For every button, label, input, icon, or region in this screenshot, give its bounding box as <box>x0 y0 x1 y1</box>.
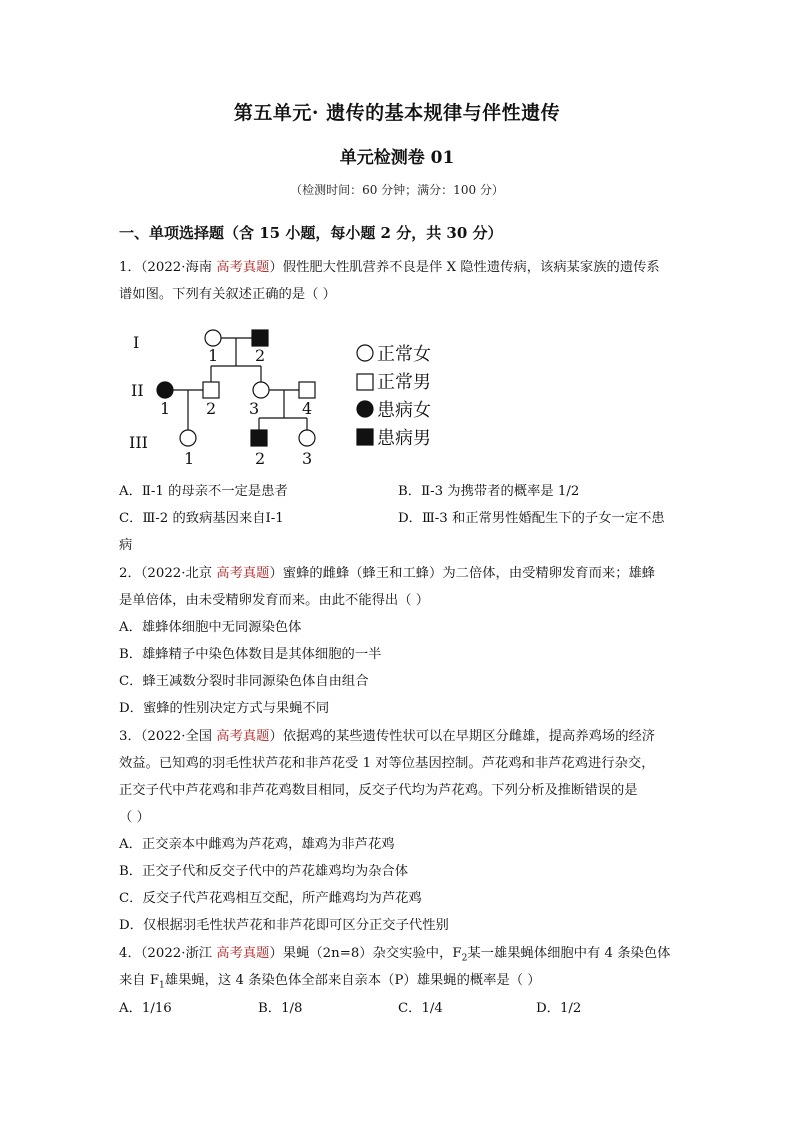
page-subtitle: 单元检测卷 01 <box>339 148 455 168</box>
pedigree-III3-normal-female <box>299 430 315 446</box>
legend-normal-male-symbol <box>357 374 373 390</box>
legend-normal-female-symbol <box>357 345 373 361</box>
legend-normal-female-label: 正常女 <box>377 344 431 365</box>
q4-source-tag: 高考真题 <box>216 946 270 961</box>
q3-line3: 正交子代中芦花鸡和非芦花鸡数目相同，反交子代均为芦花鸡。下列分析及推断错误的是 <box>119 783 638 798</box>
q3-line1 <box>119 727 655 747</box>
page-title: 第五单元· 遗传的基本规律与伴性遗传 <box>233 102 561 124</box>
q1-option-b: B．Ⅱ-3 为携带者的概率是 1/2 <box>398 484 580 499</box>
legend-affected-male-symbol <box>357 429 373 445</box>
legend-affected-male-label: 患病男 <box>377 428 431 449</box>
q3-number: 3．（2022·全国 <box>119 729 217 744</box>
pedigree-num-II1: 1 <box>160 399 171 418</box>
pedigree-num-II2: 2 <box>206 399 217 418</box>
q4-option-c: C．1/4 <box>398 1001 443 1016</box>
q3-option-d: D．仅根据羽毛性状芦花和非芦花即可区分正交子代性别 <box>119 918 449 933</box>
legend-affected-female-label: 患病女 <box>377 400 431 421</box>
q4-f2-subscript: 2 <box>461 953 468 964</box>
section-heading: 一、单项选择题（含 15 小题，每小题 2 分，共 30 分） <box>119 224 503 242</box>
q4-text-c: 来自 F <box>119 973 160 988</box>
pedigree-I2-affected-male <box>252 330 268 346</box>
pedigree-num-III1: 1 <box>184 449 195 468</box>
pedigree-num-II3: 3 <box>249 399 260 418</box>
q4-number: 4．（2022·浙江 <box>119 946 217 961</box>
q3-option-a: A．正交亲本中雌鸡为芦花鸡，雄鸡为非芦花鸡 <box>119 837 395 852</box>
q4-f1-subscript: 1 <box>159 980 165 991</box>
pedigree-gen-I-label: I <box>133 333 140 352</box>
q4-option-a: A．1/16 <box>119 1001 172 1016</box>
pedigree-num-II4: 4 <box>302 399 313 418</box>
pedigree-num-III3: 3 <box>302 449 313 468</box>
q1-line2: 谱如图。下列有关叙述正确的是（ ） <box>119 287 336 302</box>
q4-line1 <box>119 944 670 969</box>
q4-line2 <box>119 971 541 996</box>
pedigree-III1-normal-female <box>180 430 196 446</box>
q3-option-b: B．正交子代和反交子代中的芦花雄鸡均为杂合体 <box>119 864 409 879</box>
q1-text: ）假性肥大性肌营养不良是伴 X 隐性遗传病，该病某家族的遗传系 <box>269 260 660 275</box>
q3-option-c: C．反交子代芦花鸡相互交配，所产雌鸡均为芦花鸡 <box>119 891 422 906</box>
q2-option-b: B．雄蜂精子中染色体数目是其体细胞的一半 <box>119 647 382 662</box>
legend-affected-female-symbol <box>357 401 373 417</box>
exam-meta: （检测时间：60 分钟；满分：100 分） <box>290 183 504 197</box>
q3-line4: （ ） <box>119 810 150 825</box>
q4-option-b: B．1/8 <box>258 1001 303 1016</box>
q4-text-a: ）果蝇（2n=8）杂交实验中，F <box>269 946 462 961</box>
pedigree-II4-normal-male <box>299 382 315 398</box>
q1-option-d-cont: 病 <box>119 538 133 553</box>
q1-source-tag: 高考真题 <box>216 260 270 275</box>
q3-line2: 效益。已知鸡的羽毛性状芦花和非芦花受 1 对等位基因控制。芦花鸡和非芦花鸡进行杂交， <box>119 756 655 771</box>
q1-number: 1．（2022·海南 <box>119 260 217 275</box>
q2-option-d: D．蜜蜂的性别决定方式与果蝇不同 <box>119 701 330 716</box>
pedigree-II3-normal-female <box>253 382 269 398</box>
q1-option-a: A．Ⅱ-1 的母亲不一定是患者 <box>119 484 288 499</box>
pedigree-II2-normal-male <box>203 382 219 398</box>
q2-number: 2．（2022·北京 <box>119 566 217 581</box>
q2-option-c: C．蜂王减数分裂时非同源染色体自由组合 <box>119 674 369 689</box>
pedigree-III2-affected-male <box>251 430 267 446</box>
q3-source-tag: 高考真题 <box>216 729 270 744</box>
pedigree-num-III2: 2 <box>255 449 266 468</box>
pedigree-num-I1: 1 <box>208 346 219 365</box>
q1-option-d: D．Ⅲ-3 和正常男性婚配生下的子女一定不患 <box>398 511 665 526</box>
pedigree-I1-normal-female <box>205 330 221 346</box>
pedigree-gen-II-label: II <box>131 381 144 400</box>
pedigree-gen-III-label: III <box>129 433 148 452</box>
pedigree-II1-affected-female <box>157 382 173 398</box>
pedigree-num-I2: 2 <box>255 346 266 365</box>
q3-text: ）依据鸡的某些遗传性状可以在早期区分雌雄，提高养鸡场的经济 <box>269 729 656 744</box>
q4-text-d: 雄果蝇，这 4 条染色体全部来自亲本（P）雄果蝇的概率是（ ） <box>164 973 541 988</box>
q4-text-b: 某一雄果蝇体细胞中有 4 条染色体 <box>467 946 671 961</box>
q4-option-d: D．1/2 <box>536 1001 582 1016</box>
pedigree-chart <box>125 320 455 470</box>
q1-line1 <box>119 258 660 278</box>
q2-line2: 是单倍体，由未受精卵发育而来。由此不能得出（ ） <box>119 593 430 608</box>
legend-normal-male-label: 正常男 <box>377 372 431 393</box>
q2-option-a: A．雄蜂体细胞中无同源染色体 <box>119 620 302 635</box>
q2-text: ）蜜蜂的雌蜂（蜂王和工蜂）为二倍体，由受精卵发育而来；雄蜂 <box>269 566 656 581</box>
q2-source-tag: 高考真题 <box>216 566 270 581</box>
q1-option-c: C．Ⅲ-2 的致病基因来自Ⅰ-1 <box>119 511 284 526</box>
q2-line1 <box>119 564 655 584</box>
